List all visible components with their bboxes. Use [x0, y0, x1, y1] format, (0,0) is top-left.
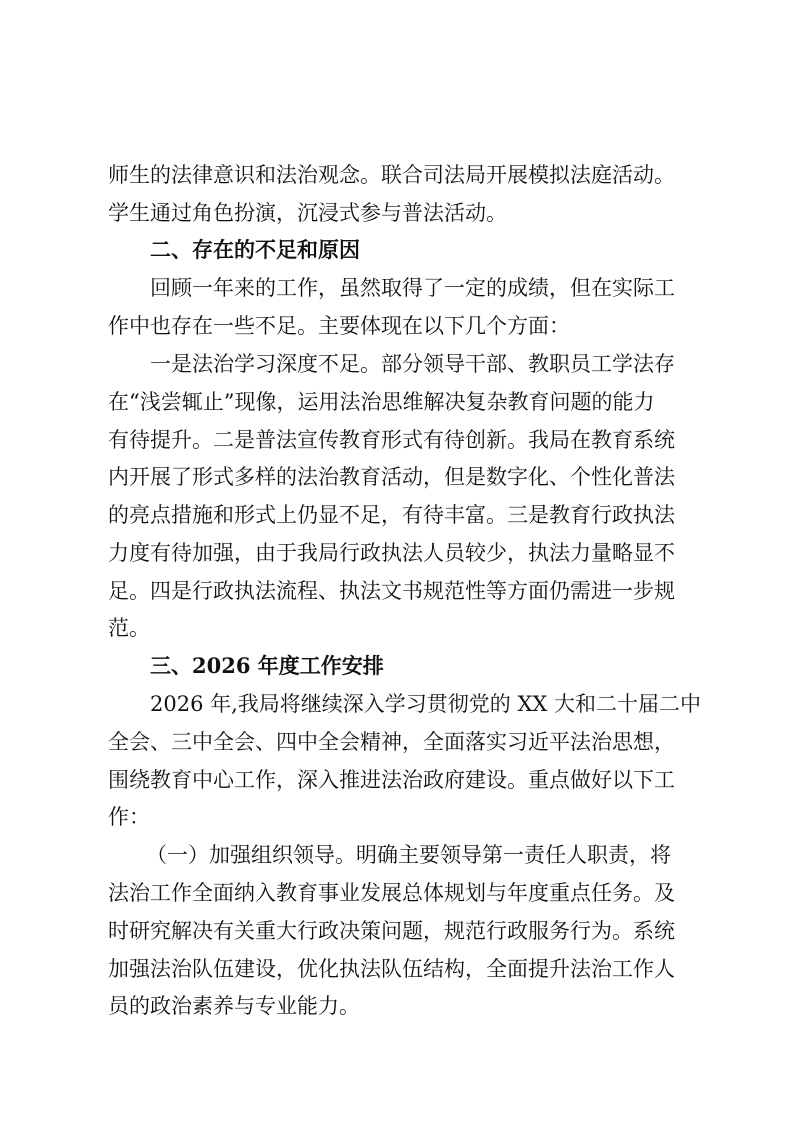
paragraph-line: 时研究解决有关重大行政决策问题，规范行政服务行为。系统 [108, 919, 675, 943]
paragraph-line: 的亮点措施和形式上仍显不足，有待丰富。三是教育行政执法 [108, 503, 675, 527]
paragraph-line: 足。四是行政执法流程、执法文书规范性等方面仍需进一步规 [108, 579, 675, 603]
paragraph-line: （一）加强组织领导。明确主要领导第一责任人职责，将 [146, 843, 671, 867]
paragraph-line: 作： [108, 805, 150, 829]
paragraph-line: 力度有待加强，由于我局行政执法人员较少，执法力量略显不 [108, 541, 675, 565]
paragraph-line: 加强法治队伍建设，优化执法队伍结构，全面提升法治工作人 [108, 957, 675, 981]
paragraph-line: 2026 年,我局将继续深入学习贯彻党的 XX 大和二十届二中 [150, 692, 702, 716]
paragraph-line: 在“浅尝辄止”现像，运用法治思维解决复杂教育问题的能力 [108, 390, 655, 414]
section-heading: 二、存在的不足和原因 [150, 237, 360, 262]
paragraph-line: 围绕教育中心工作，深入推进法治政府建设。重点做好以下工 [108, 768, 675, 792]
paragraph-line: 全会、三中全会、四中全会精神，全面落实习近平法治思想， [108, 730, 675, 754]
paragraph-line: 内开展了形式多样的法治教育活动，但是数字化、个性化普法 [108, 465, 675, 489]
paragraph-line: 学生通过角色扮演，沉浸式参与普法活动。 [108, 201, 507, 225]
paragraph-line: 一是法治学习深度不足。部分领导干部、教职员工学法存 [150, 352, 675, 376]
paragraph-line: 范。 [108, 616, 150, 640]
section-heading: 三、2026 年度工作安排 [150, 653, 384, 678]
paragraph-line: 员的政治素养与专业能力。 [108, 994, 360, 1018]
paragraph-line: 有待提升。二是普法宣传教育形式有待创新。我局在教育系统 [108, 428, 675, 452]
paragraph-line: 师生的法律意识和法治观念。联合司法局开展模拟法庭活动。 [108, 163, 675, 187]
paragraph-line: 作中也存在一些不足。主要体现在以下几个方面： [108, 314, 570, 338]
paragraph-line: 法治工作全面纳入教育事业发展总体规划与年度重点任务。及 [108, 881, 675, 905]
paragraph-line: 回顾一年来的工作，虽然取得了一定的成绩，但在实际工 [150, 276, 675, 300]
